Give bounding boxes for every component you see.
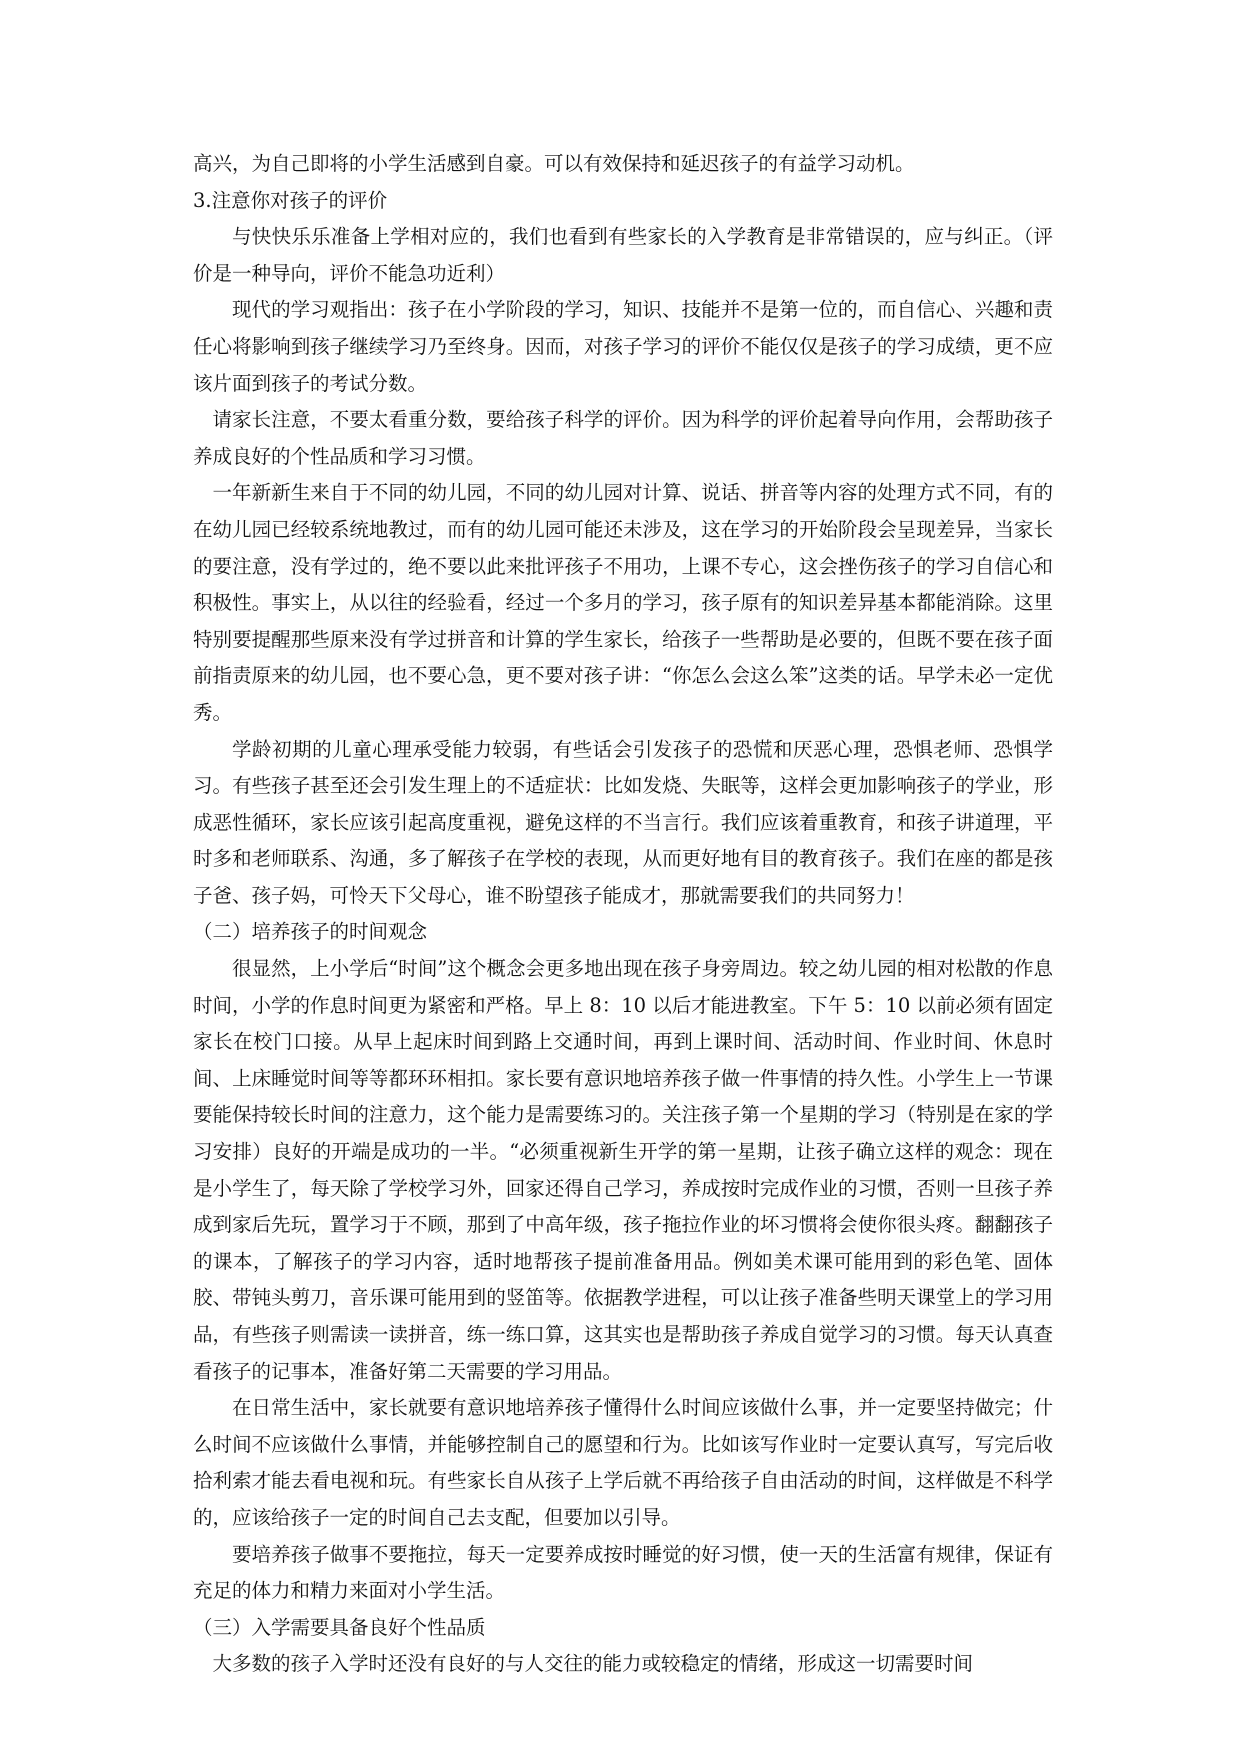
- paragraph-5: 一年新新生来自于不同的幼儿园，不同的幼儿园对计算、说话、拼音等内容的处理方式不同，有的在幼儿园已经较系统地教过，而有的幼儿园可能还未涉及，这在学习的开始阶段会呈现差异，当家长的要注意，没有学过的，绝不要以此来批评孩子不用功，上课不专心，这会挫伤孩子的学习自信心和积极性。事实上，从以往的经验看，经过一个多月的学习，孩子原有的知识差异基本都能消除。这里特别要提醒那些原来没有学过拼音和计算的学生家长，给孩子一些帮助是必要的，但既不要在孩子面前指责原来的幼儿园，也不要心急，更不要对孩子讲：“你怎么会这么笨”这类的话。早学未必一定优秀。: [193, 481, 1053, 724]
- paragraph-8: 在日常生活中，家长就要有意识地培养孩子懂得什么时间应该做什么事，并一定要坚持做完；什么时间不应该做什么事情，并能够控制自己的愿望和行为。比如该写作业时一定要认真写，写完后收拾利索才能去看电视和玩。有些家长自从孩子上学后就不再给孩子自由活动的时间，这样做是不科学的，应该给孩子一定的时间自己去支配，但要加以引导。: [193, 1396, 1053, 1529]
- paragraph-4: 请家长注意，不要太看重分数，要给孩子科学的评价。因为科学的评价起着导向作用，会帮助孩子养成良好的个性品质和学习习惯。: [193, 408, 1053, 468]
- paragraph-7: 很显然，上小学后“时间”这个概念会更多地出现在孩子身旁周边。较之幼儿园的相对松散的作息时间，小学的作息时间更为紧密和严格。早上 8：10 以后才能进教室。下午 5：10 以前必须有固定家长在校门口接。从早上起床时间到路上交通时间，再到上课时间、活动时间、作业时间、休息时间、上床睡觉时间等等都环环相扣。家长要有意识地培养孩子做一件事情的持久性。小学生上一节课要能保持较长时间的注意力，这个能力是需要练习的。关注孩子第一个星期的学习（特别是在家的学习安排）良好的开端是成功的一半。“必须重视新生开学的第一星期，让孩子确立这样的观念：现在是小学生了，每天除了学校学习外，回家还得自己学习，养成按时完成作业的习惯，否则一旦孩子养成到家后先玩，置学习于不顾，那到了中高年级，孩子拖拉作业的坏习惯将会使你很头疼。翻翻孩子的课本，了解孩子的学习内容，适时地帮孩子提前准备用品。例如美术课可能用到的彩色笔、固体胶、带钝头剪刀，音乐课可能用到的竖笛等。依据教学进程，可以让孩子准备些明天课堂上的学习用品，有些孩子则需读一读拼音，练一练口算，这其实也是帮助孩子养成自觉学习的习惯。每天认真查看孩子的记事本，准备好第二天需要的学习用品。: [193, 957, 1053, 1383]
- paragraph-10: 大多数的孩子入学时还没有良好的与人交往的能力或较稳定的情绪，形成这一切需要时间: [212, 1652, 974, 1676]
- paragraph-2: 与快快乐乐准备上学相对应的，我们也看到有些家长的入学教育是非常错误的，应与纠正。（评价是一种导向，评价不能急功近利）: [193, 225, 1053, 285]
- section-heading-3b: （三）入学需要具备良好个性品质: [193, 1615, 486, 1639]
- paragraph-1: 高兴，为自己即将的小学生活感到自豪。可以有效保持和延迟孩子的有益学习动机。: [193, 152, 915, 175]
- paragraph-9: 要培养孩子做事不要拖拉，每天一定要养成按时睡觉的好习惯，使一天的生活富有规律，保证有充足的体力和精力来面对小学生活。: [193, 1542, 1053, 1603]
- paragraph-6: 学龄初期的儿童心理承受能力较弱，有些话会引发孩子的恐慌和厌恶心理，恐惧老师、恐惧学习。有些孩子甚至还会引发生理上的不适症状：比如发烧、失眠等，这样会更加影响孩子的学业，形成恶性循环，家长应该引起高度重视，避免这样的不当言行。我们应该着重教育，和孩子讲道理，平时多和老师联系、沟通，多了解孩子在学校的表现，从而更好地有目的教育孩子。我们在座的都是孩子爸、孩子妈，可怜天下父母心，谁不盼望孩子能成才，那就需要我们的共同努力！: [193, 737, 1053, 907]
- document-page: [193, 146, 1053, 1683]
- section-heading-2: （二）培养孩子的时间观念: [193, 920, 428, 944]
- section-heading-3: 3.注意你对孩子的评价: [193, 188, 388, 212]
- paragraph-3: 现代的学习观指出：孩子在小学阶段的学习，知识、技能并不是第一位的，而自信心、兴趣和责任心将影响到孩子继续学习乃至终身。因而，对孩子学习的评价不能仅仅是孩子的学习成绩，更不应该片面到孩子的考试分数。: [193, 298, 1053, 395]
